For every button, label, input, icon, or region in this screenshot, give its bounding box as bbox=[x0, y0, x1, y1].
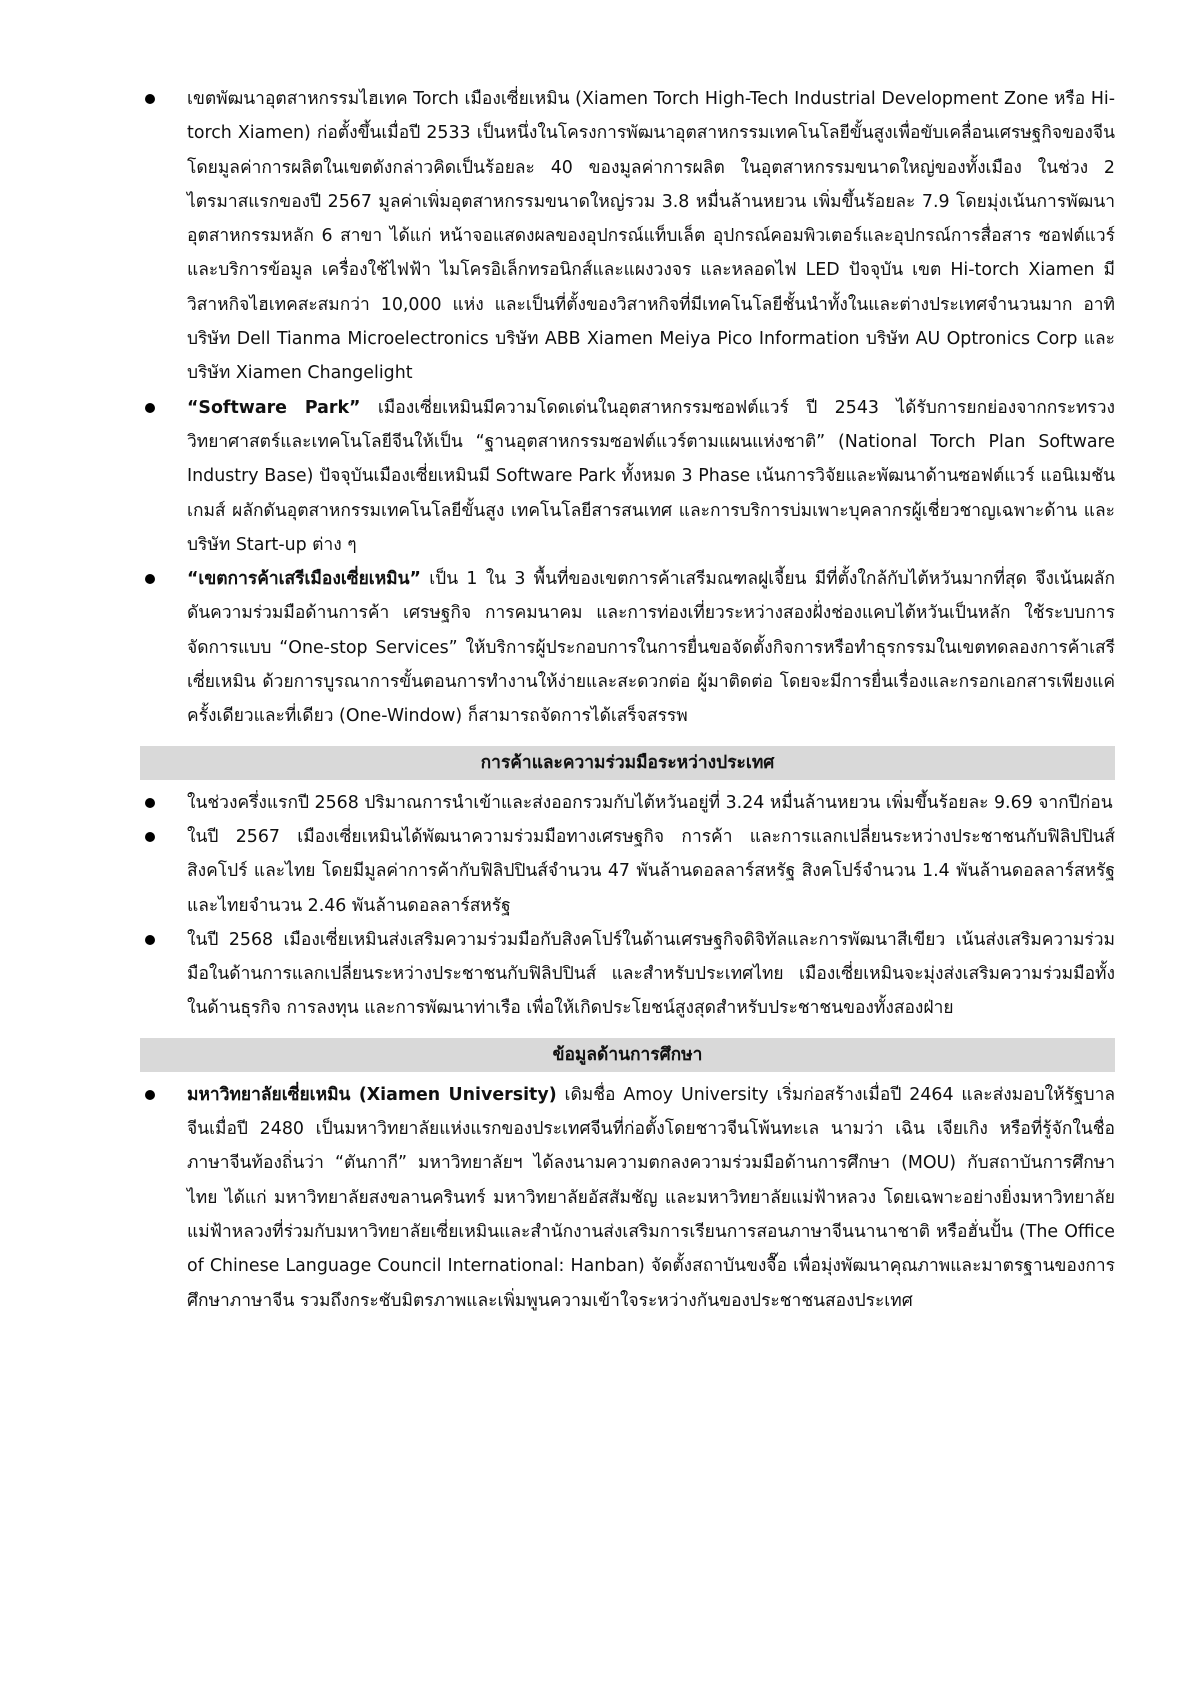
bullet-lead: มหาวิทยาลัยเซี่ยเหมิน (Xiamen University) bbox=[187, 1084, 557, 1105]
list-item-software-park bbox=[140, 391, 1115, 562]
list-item bbox=[140, 786, 1115, 820]
section-header-trade: การค้าและความร่วมมือระหว่างประเทศ bbox=[140, 746, 1115, 780]
bullet-lead: “Software Park” bbox=[187, 397, 361, 418]
bullet-text: เมืองเซี่ยเหมินมีความโดดเด่นในอุตสาหกรรมซอฟต์แวร์ ปี 2543 ได้รับการยกย่องจากกระทรวงวิทยาศาสตร์และเทคโนโลยีจีนให้เป็น “ฐานอุตสาหกรรมซอฟต์แวร์ตามแผนแห่งชาติ” (National Torch Plan Software Industry Base) ปัจจุบันเมืองเซี่ยเหมินมี Software Park ทั้งหมด 3 Phase เน้นการวิจัยและพัฒนาด้านซอฟต์แวร์ แอนิเมชัน เกมส์ ผลักดันอุตสาหกรรมเทคโนโลยีขั้นสูง เทคโนโลยีสารสนเทศ และการบริการบ่มเพาะบุคลากรผู้เชี่ยวชาญเฉพาะด้าน และบริษัท Start-up ต่าง ๆ bbox=[187, 397, 1115, 555]
list-item-free-trade-zone bbox=[140, 562, 1115, 733]
bullet-text: ในปี 2568 เมืองเซี่ยเหมินส่งเสริมความร่วมมือกับสิงคโปร์ในด้านเศรษฐกิจดิจิทัลและการพัฒนาสีเขียว เน้นส่งเสริมความร่วมมือในด้านการแลกเปลี่ยนระหว่างประชาชนกับฟิลิปปินส์ และสำหรับประเทศไทย เมืองเซี่ยเหมินจะมุ่งส่งเสริมความร่วมมือทั้งในด้านธุรกิจ การลงทุน และการพัฒนาท่าเรือ เพื่อให้เกิดประโยชน์สูงสุดสำหรับประชาชนของทั้งสองฝ่าย bbox=[187, 929, 1115, 1019]
education-bullet-list bbox=[140, 1078, 1115, 1318]
trade-bullet-list bbox=[140, 786, 1115, 1026]
bullet-text: ในปี 2567 เมืองเซี่ยเหมินได้พัฒนาความร่วมมือทางเศรษฐกิจ การค้า และการแลกเปลี่ยนระหว่างประชาชนกับฟิลิปปินส์ สิงคโปร์ และไทย โดยมีมูลค่าการค้ากับฟิลิปปินส์จำนวน 47 พันล้านดอลลาร์สหรัฐ สิงคโปร์จำนวน 1.4 พันล้านดอลลาร์สหรัฐ และไทยจำนวน 2.46 พันล้านดอลลาร์สหรัฐ bbox=[187, 826, 1115, 916]
list-item-xiamen-university bbox=[140, 1078, 1115, 1318]
list-item bbox=[140, 820, 1115, 923]
bullet-lead: “เขตการค้าเสรีเมืองเซี่ยเหมิน” bbox=[187, 569, 421, 590]
list-item bbox=[140, 923, 1115, 1026]
bullet-text: เป็น 1 ใน 3 พื้นที่ของเขตการค้าเสรีมณฑลฝูเจี้ยน มีที่ตั้งใกล้กับไต้หวันมากที่สุด จึงเน้นผลักดันความร่วมมือด้านการค้า เศรษฐกิจ การคมนาคม และการท่องเที่ยวระหว่างสองฝั่งช่องแคบไต้หวันเป็นหลัก ใช้ระบบการจัดการแบบ “One-stop Services” ให้บริการผู้ประกอบการในการยื่นขอจัดตั้งกิจการหรือทำธุรกรรมในเขตทดลองการค้าเสรีเซี่ยเหมิน ด้วยการบูรณาการขั้นตอนการทำงานให้ง่ายและสะดวกต่อ ผู้มาติดต่อ โดยจะมีการยื่นเรื่องและกรอกเอกสารเพียงแค่ครั้งเดียวและที่เดียว (One-Window) ก็สามารถจัดการได้เสร็จสรรพ bbox=[187, 569, 1115, 727]
bullet-text: เดิมชื่อ Amoy University เริ่มก่อสร้างเมื่อปี 2464 และส่งมอบให้รัฐบาลจีนเมื่อปี 2480 เป็นมหาวิทยาลัยแห่งแรกของประเทศจีนที่ก่อตั้งโดยชาวจีนโพ้นทะเล นามว่า เฉิน เจียเกิง หรือที่รู้จักในชื่อภาษาจีนท้องถิ่นว่า “ตันกากี” มหาวิทยาลัยฯ ได้ลงนามความตกลงความร่วมมือด้านการศึกษา (MOU) กับสถาบันการศึกษาไทย ได้แก่ มหาวิทยาลัยสงขลานครินทร์ มหาวิทยาลัยอัสสัมชัญ และมหาวิทยาลัยแม่ฟ้าหลวง โดยเฉพาะอย่างยิ่งมหาวิทยาลัยแม่ฟ้าหลวงที่ร่วมกับมหาวิทยาลัยเซี่ยเหมินและสำนักงานส่งเสริมการเรียนการสอนภาษาจีนนานาชาติ หรือฮั่นปั้น (The Office of Chinese Language Council International: Hanban) จัดตั้งสถาบันขงจื๊อ เพื่อมุ่งพัฒนาคุณภาพและมาตรฐานของการศึกษาภาษาจีน รวมถึงกระชับมิตรภาพและเพิ่มพูนความเข้าใจระหว่างกันของประชาชนสองประเทศ bbox=[187, 1084, 1115, 1311]
section-header-education: ข้อมูลด้านการศึกษา bbox=[140, 1038, 1115, 1072]
document-page bbox=[140, 82, 1115, 1318]
intro-bullet-list bbox=[140, 82, 1115, 734]
bullet-text: ในช่วงครึ่งแรกปี 2568 ปริมาณการนำเข้าและส่งออกรวมกับไต้หวันอยู่ที่ 3.24 หมื่นล้านหยวน เพิ่มขึ้นร้อยละ 9.69 จากปีก่อน bbox=[187, 792, 1113, 813]
bullet-text: เขตพัฒนาอุตสาหกรรมไฮเทค Torch เมืองเซี่ยเหมิน (Xiamen Torch High-Tech Industrial Development Zone หรือ Hi-torch Xiamen) ก่อตั้งขึ้นเมื่อปี 2533 เป็นหนึ่งในโครงการพัฒนาอุตสาหกรรมเทคโนโลยีขั้นสูงเพื่อขับเคลื่อนเศรษฐกิจของจีน โดยมูลค่าการผลิตในเขตดังกล่าวคิดเป็นร้อยละ 40 ของมูลค่าการผลิต ในอุตสาหกรรมขนาดใหญ่ของทั้งเมือง ในช่วง 2 ไตรมาสแรกของปี 2567 มูลค่าเพิ่มอุตสาหกรรมขนาดใหญ่รวม 3.8 หมื่นล้านหยวน เพิ่มขึ้นร้อยละ 7.9 โดยมุ่งเน้นการพัฒนาอุตสาหกรรมหลัก 6 สาขา ได้แก่ หน้าจอแสดงผลของอุปกรณ์แท็บเล็ต อุปกรณ์คอมพิวเตอร์และอุปกรณ์การสื่อสาร ซอฟต์แวร์และบริการข้อมูล เครื่องใช้ไฟฟ้า ไมโครอิเล็กทรอนิกส์และแผงวงจร และหลอดไฟ LED ปัจจุบัน เขต Hi-torch Xiamen มีวิสาหกิจไฮเทคสะสมกว่า 10,000 แห่ง และเป็นที่ตั้งของวิสาหกิจที่มีเทคโนโลยีชั้นนำทั้งในและต่างประเทศจำนวนมาก อาทิ บริษัท Dell Tianma Microelectronics บริษัท ABB Xiamen Meiya Pico Information บริษัท AU Optronics Corp และบริษัท Xiamen Changelight bbox=[187, 89, 1115, 384]
list-item-torch-zone bbox=[140, 82, 1115, 391]
